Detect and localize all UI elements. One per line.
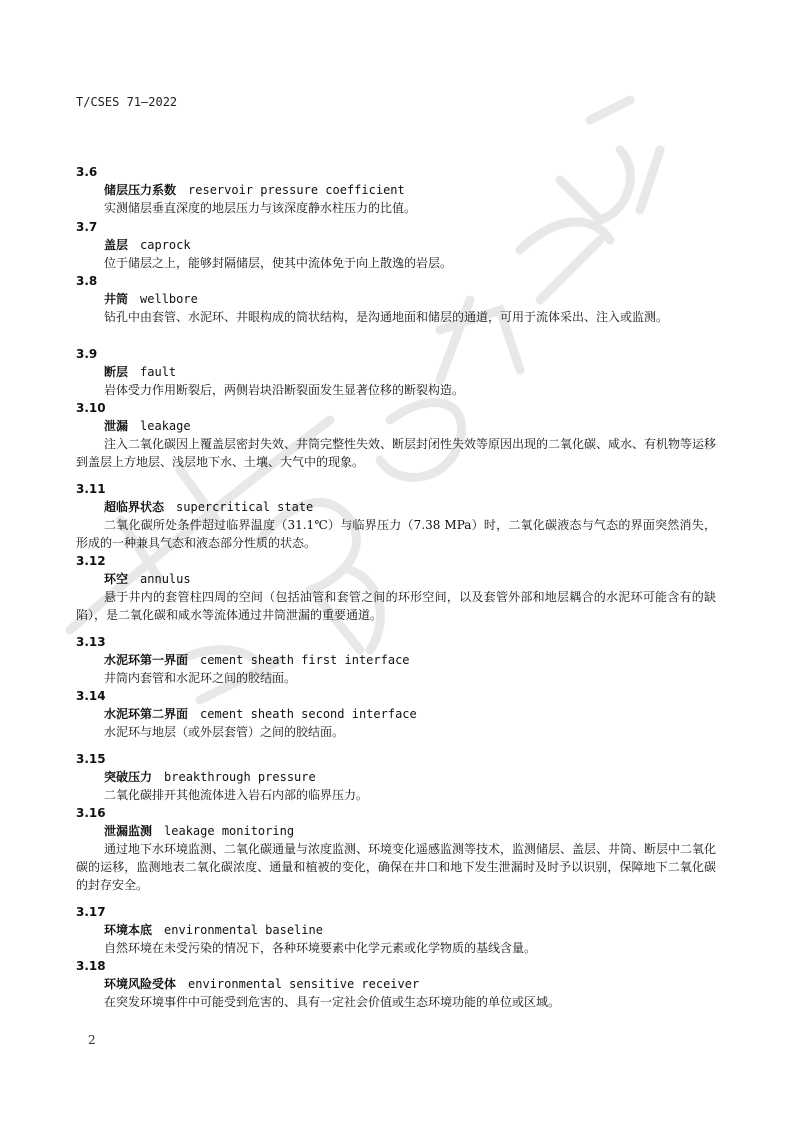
term-en: caprock: [140, 238, 191, 252]
term-zh: 泄漏监测: [104, 824, 153, 838]
term-title: [104, 290, 716, 308]
term-definition: 钻孔中由套管、水泥环、井眼构成的筒状结构，是沟通地面和储层的通道，可用于流体采出、注入或监测。: [104, 310, 669, 324]
term-3-13: [76, 634, 716, 687]
term-en: environmental baseline: [164, 923, 323, 937]
term-en: breakthrough pressure: [164, 770, 316, 784]
term-number: 3.16: [76, 806, 106, 820]
term-definition: 在突发环境事件中可能受到危害的、具有一定社会价值或生态环境功能的单位或区域。: [104, 995, 561, 1009]
term-title: [104, 236, 716, 254]
term-title: [104, 498, 716, 516]
term-3-7: [76, 219, 716, 272]
term-3-18: [76, 958, 716, 1011]
term-number: 3.11: [76, 482, 106, 496]
term-zh: 泄漏: [104, 419, 129, 433]
term-number: 3.17: [76, 905, 106, 919]
term-title: [104, 975, 716, 993]
term-definition: 岩体受力作用断裂后，两侧岩块沿断裂面发生显著位移的断裂构造。: [104, 383, 465, 397]
term-title: [104, 921, 716, 939]
term-en: wellbore: [140, 292, 198, 306]
term-number: 3.13: [76, 635, 106, 649]
term-zh: 环境风险受体: [104, 977, 177, 991]
term-zh: 井筒: [104, 292, 129, 306]
term-title: [104, 570, 716, 588]
term-3-12: [76, 553, 716, 624]
term-number: 3.8: [76, 274, 98, 288]
term-en: leakage: [140, 419, 191, 433]
term-3-6: [76, 164, 716, 217]
term-definition: 注入二氧化碳因上覆盖层密封失效、井筒完整性失效、断层封闭性失效等原因出现的二氧化碳、咸水、有机物等运移到盖层上方地层、浅层地下水、土壤、大气中的现象。: [76, 437, 717, 469]
term-3-10: [76, 400, 716, 471]
term-number: 3.18: [76, 959, 106, 973]
term-title: [104, 705, 716, 723]
term-3-11: [76, 481, 716, 552]
term-en: annulus: [140, 572, 191, 586]
term-zh: 超临界状态: [104, 500, 165, 514]
term-en: reservoir pressure coefficient: [188, 183, 405, 197]
term-definition: 二氧化碳所处条件超过临界温度（31.1℃）与临界压力（7.38 MPa）时，二氧化碳液态与气态的界面突然消失，形成的一种兼具气态和液态部分性质的状态。: [76, 518, 716, 550]
term-number: 3.6: [76, 165, 98, 179]
term-title: [104, 363, 716, 381]
term-title: [104, 651, 716, 669]
term-definition: 位于储层之上，能够封隔储层，使其中流体免于向上散逸的岩层。: [104, 256, 453, 270]
term-definition: 二氧化碳排开其他流体进入岩石内部的临界压力。: [104, 788, 369, 802]
term-en: supercritical state: [176, 500, 314, 514]
term-en: fault: [140, 365, 177, 379]
term-definition: 自然环境在未受污染的情况下，各种环境要素中化学元素或化学物质的基线含量。: [104, 941, 537, 955]
term-zh: 水泥环第一界面: [104, 653, 189, 667]
term-definition: 水泥环与地层（或外层套管）之间的胶结面。: [104, 725, 345, 739]
term-3-14: [76, 688, 716, 741]
term-zh: 环空: [104, 572, 129, 586]
term-number: 3.9: [76, 347, 98, 361]
term-definition: 悬于井内的套管柱四周的空间（包括油管和套管之间的环形空间，以及套管外部和地层耦合的水泥环可能含有的缺陷），是二氧化碳和咸水等流体通过井筒泄漏的重要通道。: [76, 590, 716, 622]
term-en: environmental sensitive receiver: [188, 977, 420, 991]
term-title: [104, 181, 716, 199]
term-3-16: [76, 805, 716, 894]
term-3-8: [76, 273, 716, 326]
term-3-17: [76, 904, 716, 957]
term-definition: 通过地下水环境监测、二氧化碳通量与浓度监测、环境变化遥感监测等技术，监测储层、盖层、井筒、断层中二氧化碳的运移，监测地表二氧化碳浓度、通量和植被的变化，确保在井口和地下发生泄漏时及时予以识别，保障地下二氧化碳的封存安全。: [76, 842, 717, 892]
term-title: [104, 417, 716, 435]
term-3-9: [76, 346, 716, 399]
term-number: 3.7: [76, 220, 98, 234]
term-definition: 井筒内套管和水泥环之间的胶结面。: [104, 671, 297, 685]
page-number: 2: [88, 1033, 96, 1047]
term-title: [104, 822, 716, 840]
term-zh: 水泥环第二界面: [104, 707, 189, 721]
term-number: 3.14: [76, 689, 106, 703]
term-3-15: [76, 751, 716, 804]
term-zh: 储层压力系数: [104, 183, 177, 197]
term-zh: 断层: [104, 365, 129, 379]
term-zh: 突破压力: [104, 770, 153, 784]
term-definition: 实测储层垂直深度的地层压力与该深度静水柱压力的比值。: [104, 201, 417, 215]
term-number: 3.15: [76, 752, 106, 766]
term-en: cement sheath first interface: [200, 653, 410, 667]
term-en: cement sheath second interface: [200, 707, 417, 721]
term-number: 3.10: [76, 401, 106, 415]
term-title: [104, 768, 716, 786]
standard-code-header: T/CSES 71—2022: [76, 95, 178, 109]
term-number: 3.12: [76, 554, 106, 568]
term-zh: 盖层: [104, 238, 129, 252]
term-en: leakage monitoring: [164, 824, 295, 838]
term-zh: 环境本底: [104, 923, 153, 937]
